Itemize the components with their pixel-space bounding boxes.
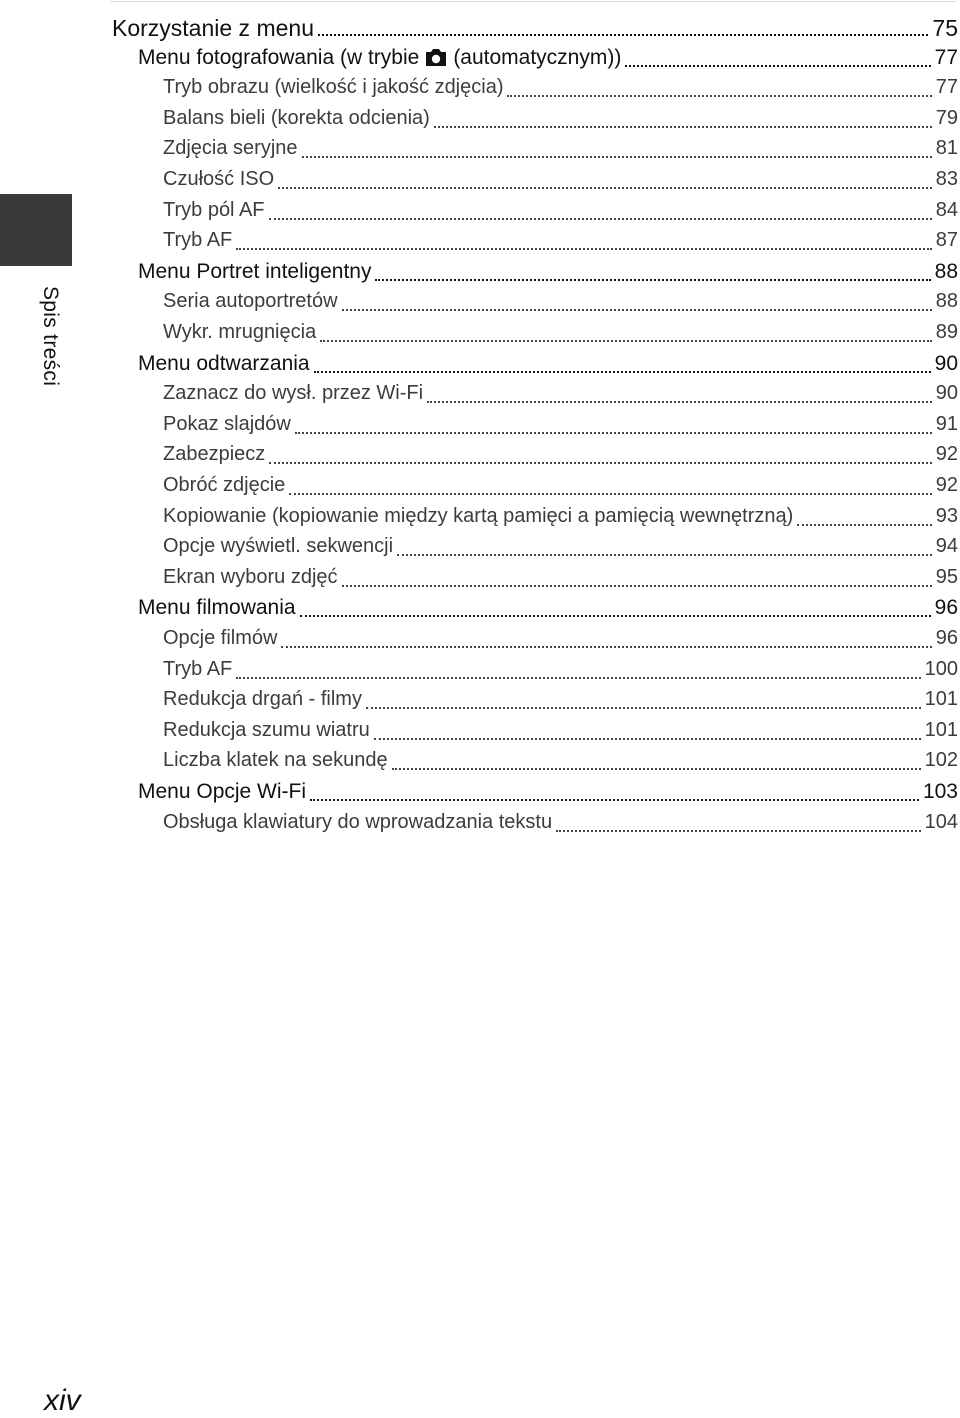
leader-dots: [625, 64, 930, 67]
toc-entry-title: Opcje wyświetl. sekwencji: [163, 535, 394, 558]
toc-entry[interactable]: [163, 658, 960, 688]
page-number: xiv: [44, 1384, 81, 1417]
toc-entry[interactable]: [163, 321, 960, 351]
toc-entry-label: [163, 290, 338, 313]
toc-entry[interactable]: [163, 443, 960, 473]
toc-page-number: 79: [935, 106, 958, 129]
toc-page-number: 89: [935, 321, 958, 343]
toc-entry[interactable]: [163, 290, 960, 320]
toc-entry-title: Menu Opcje Wi-Fi: [138, 780, 307, 803]
toc-entry-title: Ekran wyboru zdjęć: [163, 565, 338, 588]
toc-entry-label: [163, 321, 316, 344]
leader-dots: [392, 767, 921, 770]
toc-page-number: 87: [935, 229, 958, 252]
toc-entry[interactable]: [163, 535, 960, 565]
leader-dots: [236, 676, 920, 679]
toc-entry-title: Tryb obrazu (wielkość i jakość zdjęcia): [163, 76, 504, 99]
toc-entry-title: Zabezpiecz: [163, 443, 266, 466]
toc-entry-title: Menu fotografowania (w trybie: [138, 45, 420, 69]
toc-entry[interactable]: [163, 719, 960, 749]
leader-dots: [300, 614, 931, 617]
leader-dots: [302, 155, 932, 158]
toc-entry-label: [163, 719, 370, 742]
toc-entry-title: Menu filmowania: [138, 596, 296, 620]
toc-entry-title: Zaznacz do wysł. przez Wi-Fi: [163, 382, 424, 405]
leader-dots: [375, 278, 930, 281]
toc-entry-label: [163, 199, 265, 222]
toc-entry-label: [163, 76, 503, 99]
toc-entry-label: [112, 15, 314, 42]
toc-entry[interactable]: [138, 596, 960, 626]
toc-page-number: 77: [935, 76, 958, 99]
toc-page-number: 77: [934, 45, 958, 69]
toc-entry-title: Obróć zdjęcie: [163, 474, 286, 496]
leader-dots: [320, 339, 932, 342]
toc-entry-label: [163, 229, 232, 252]
toc-entry-title: Menu Portret inteligentny: [138, 259, 372, 283]
toc-entry-label: [163, 505, 793, 528]
toc-page-number: 101: [924, 688, 958, 711]
leader-dots: [366, 706, 921, 709]
leader-dots: [295, 431, 932, 434]
leader-dots: [269, 217, 932, 220]
toc-entry-title: Obsługa klawiatury do wprowadzania tekstu: [163, 810, 553, 833]
leader-dots: [236, 247, 931, 250]
toc-entry-label: [163, 382, 423, 405]
toc-entry-label: [138, 260, 371, 284]
toc-entry[interactable]: [163, 107, 960, 137]
toc-entry-title: Balans bieli (korekta odcienia): [163, 106, 430, 129]
leader-dots: [342, 584, 932, 587]
toc-entry[interactable]: [138, 780, 960, 810]
toc-entry[interactable]: [163, 505, 960, 535]
toc-entry-title: Tryb AF: [163, 657, 233, 680]
toc-entry[interactable]: [112, 15, 960, 45]
toc-entry-title-suffix: (automatycznym)): [453, 45, 622, 69]
leader-dots: [310, 798, 919, 801]
toc-entry-label: [138, 780, 306, 804]
leader-dots: [342, 308, 932, 311]
toc-page-number: 93: [935, 504, 958, 527]
toc-entry[interactable]: [138, 46, 960, 76]
toc-page-number: 96: [934, 596, 958, 620]
toc-entry[interactable]: [163, 382, 960, 412]
top-rule: [110, 1, 956, 2]
toc-entry-label: [163, 688, 362, 711]
toc-entry[interactable]: [163, 688, 960, 718]
toc-page-number: 96: [935, 627, 958, 649]
toc-entry[interactable]: [138, 260, 960, 290]
toc-page-number: 92: [935, 474, 958, 496]
toc-entry-title: Seria autoportretów: [163, 290, 338, 313]
toc-page-number: 91: [935, 412, 958, 435]
toc-entry-title: Liczba klatek na sekundę: [163, 749, 388, 772]
toc-entry[interactable]: [138, 352, 960, 382]
toc-entry[interactable]: [163, 168, 960, 198]
leader-dots: [318, 33, 928, 36]
toc-page-number: 83: [935, 168, 958, 190]
toc-entry-label: [163, 474, 285, 497]
toc-entry-title: Tryb AF: [163, 229, 233, 252]
toc-page-number: 84: [935, 198, 958, 221]
toc-entry[interactable]: [163, 749, 960, 779]
toc-entry-label: [163, 658, 232, 681]
toc-entry-title: Opcje filmów: [163, 627, 278, 649]
toc-entry[interactable]: [163, 229, 960, 259]
leader-dots: [269, 461, 931, 464]
toc-entry-label: [163, 811, 552, 834]
toc-page-number: 81: [935, 137, 958, 160]
toc-entry-title: Korzystanie z menu: [112, 15, 314, 41]
leader-dots: [397, 553, 932, 556]
toc-page-number: 88: [934, 259, 958, 283]
toc-entry[interactable]: [163, 413, 960, 443]
toc-page-number: 90: [935, 382, 958, 405]
toc-entry[interactable]: [163, 76, 960, 106]
toc-entry-title: Kopiowanie (kopiowanie między kartą pamięci a pamięcią wewnętrzną): [163, 504, 794, 527]
toc-page-number: 100: [924, 657, 958, 680]
toc-page-number: 101: [924, 718, 958, 741]
toc-entry[interactable]: [163, 474, 960, 504]
toc-entry-label: [138, 352, 310, 376]
toc-entry-label: [163, 168, 274, 191]
toc-entry-title: Wykr. mrugnięcia: [163, 321, 317, 343]
side-tab-label: Spis treści: [39, 286, 62, 387]
toc-page-number: 92: [935, 443, 958, 466]
leader-dots: [314, 370, 931, 373]
leader-dots: [374, 737, 921, 740]
toc-entry-label: [138, 46, 621, 70]
toc-entry-title: Tryb pól AF: [163, 198, 265, 221]
leader-dots: [556, 829, 921, 832]
toc-page-number: 103: [922, 780, 958, 803]
toc-entry-label: [138, 596, 296, 620]
toc-page-number: 104: [924, 810, 958, 833]
toc-entry-label: [163, 443, 265, 466]
toc-entry-label: [163, 535, 393, 558]
toc-entry-label: [163, 413, 291, 436]
toc-entry-label: [163, 137, 298, 160]
toc-page-number: 88: [935, 290, 958, 313]
toc-entry[interactable]: [163, 137, 960, 167]
leader-dots: [434, 125, 932, 128]
toc-entry-title: Zdjęcia seryjne: [163, 137, 298, 160]
toc-entry-title: Redukcja szumu wiatru: [163, 718, 370, 741]
toc-entry-title: Pokaz slajdów: [163, 412, 291, 435]
toc-entry-label: [163, 749, 388, 772]
toc-entry-label: [163, 566, 338, 589]
toc-entry[interactable]: [163, 199, 960, 229]
section-marker-block: [0, 194, 72, 266]
toc-entry-title: Czułość ISO: [163, 168, 275, 190]
leader-dots: [427, 400, 932, 403]
leader-dots: [507, 94, 931, 97]
camera-icon: [425, 48, 447, 67]
toc-entry[interactable]: [163, 811, 960, 841]
toc-page-number: 102: [924, 749, 958, 772]
leader-dots: [281, 645, 931, 648]
toc-page-number: 95: [935, 565, 958, 588]
toc-entry-title: Redukcja drgań - filmy: [163, 688, 362, 711]
toc-page-number: 90: [934, 351, 958, 375]
toc-entry[interactable]: [163, 627, 960, 657]
toc-page-number: 94: [935, 535, 958, 558]
toc-entry-title: Menu odtwarzania: [138, 351, 310, 375]
leader-dots: [289, 492, 931, 495]
leader-dots: [797, 523, 931, 526]
toc-entry-label: [163, 627, 277, 650]
toc-page-number: 75: [932, 15, 958, 41]
toc-entry-label: [163, 107, 430, 130]
leader-dots: [278, 186, 932, 189]
toc-entry[interactable]: [163, 566, 960, 596]
